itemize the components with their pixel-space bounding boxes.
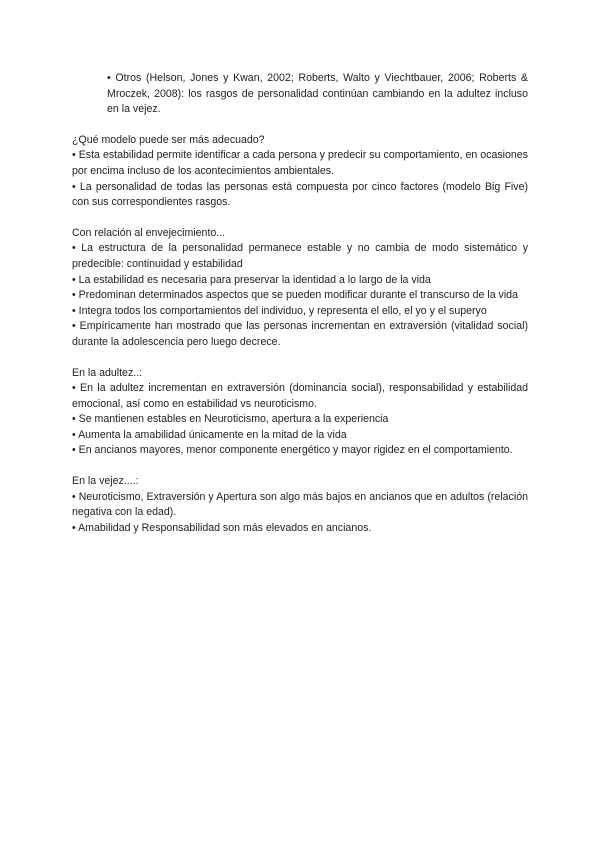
adulthood-item: • Se mantienen estables en Neuroticismo, apertura a la experiencia	[72, 413, 389, 426]
adulthood-item: • Aumenta la amabilidad únicamente en la mitad de la vida	[72, 428, 347, 441]
adulthood-heading: En la adultez..:	[72, 366, 143, 379]
aging-item: • La estabilidad es necesaria para preservar la identidad a lo largo de la vida	[72, 273, 431, 286]
model-heading: ¿Qué modelo puede ser más adecuado?	[72, 133, 265, 146]
adulthood-item: • En la adultez incrementan en extraversión (dominancia social), responsabilidad y estabilidad emocional, así como en estabilidad vs neuroticismo.	[72, 382, 528, 410]
adulthood-item: • En ancianos mayores, menor componente energético y mayor rigidez en el comportamiento.	[72, 444, 513, 457]
oldage-item: • Neuroticismo, Extraversión y Apertura son algo más bajos en ancianos que en adultos (relación negativa con la edad).	[72, 490, 528, 519]
aging-item: • Predominan determinados aspectos que se pueden modificar durante el transcurso de la vida	[72, 289, 518, 302]
intro-bullet: • Otros (Helson, Jones y Kwan, 2002; Roberts, Walto y Viechtbauer, 2006; Roberts & Mroczek, 2008): los rasgos de personalidad continúan cambiando en la adultez incluso en la vejez.	[107, 72, 528, 116]
oldage-heading: En la vejez....:	[72, 475, 139, 488]
aging-item: • Integra todos los comportamientos del individuo, y representa el ello, el yo y el superyo	[72, 304, 487, 317]
aging-heading: Con relación al envejecimiento...	[72, 226, 226, 239]
aging-item: • La estructura de la personalidad permanece estable y no cambia de modo sistemático y predecible: continuidad y estabilidad	[72, 242, 528, 270]
model-item: • La personalidad de todas las personas está compuesta por cinco factores (modelo Big Five) con sus correspondientes rasgos.	[72, 180, 528, 209]
aging-item: • Empíricamente han mostrado que las personas incrementan en extraversión (vitalidad social) durante la adolescencia pero luego decrece.	[72, 320, 528, 348]
oldage-item: • Amabilidad y Responsabilidad son más elevados en ancianos.	[72, 521, 372, 534]
model-item: • Esta estabilidad permite identificar a cada persona y predecir su comportamiento, en ocasiones por encima incluso de los acontecimientos ambientales.	[72, 149, 528, 177]
